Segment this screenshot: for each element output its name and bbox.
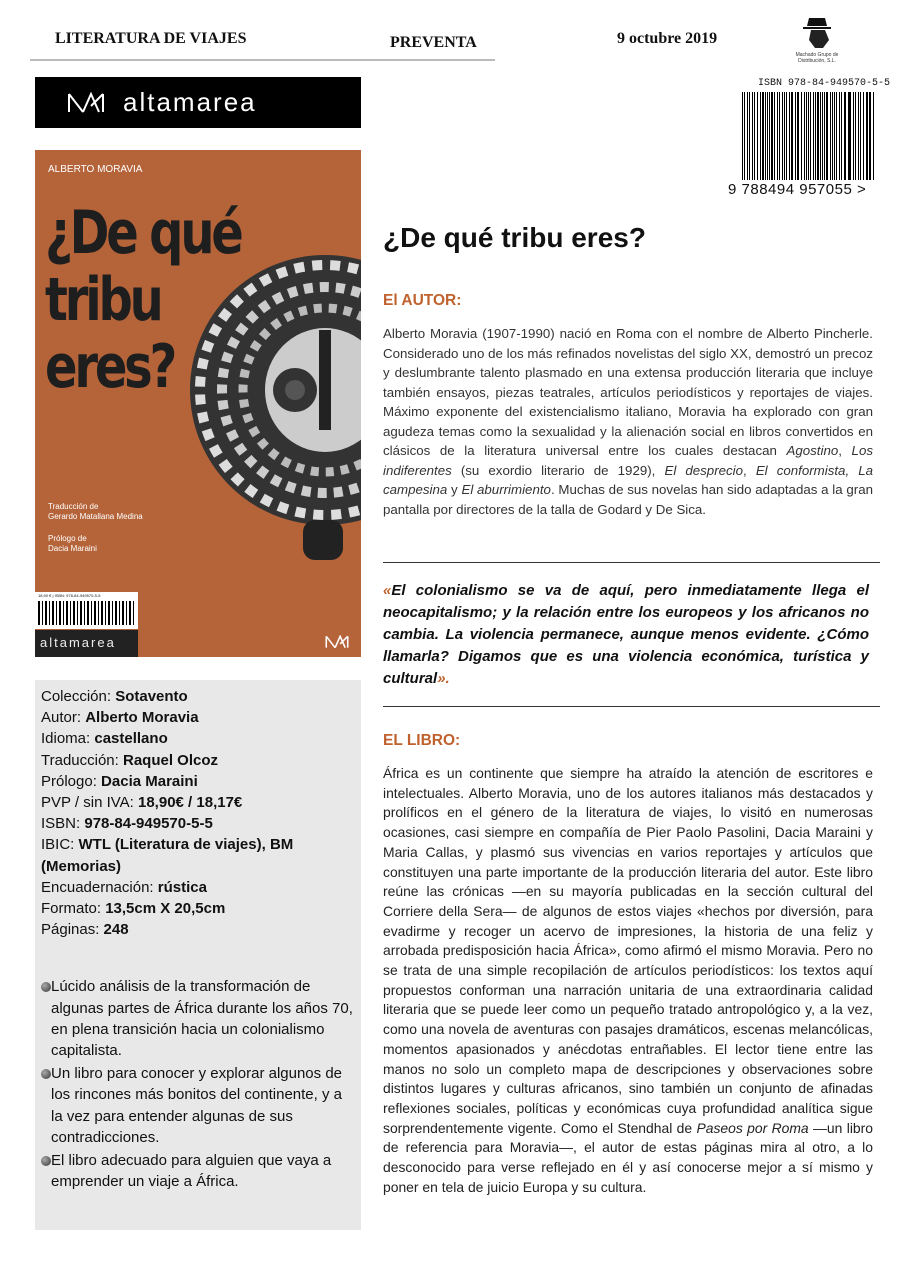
spec-value: rústica [157,878,207,896]
cover-author: ALBERTO MORAVIA [48,164,143,175]
barcode-bar [792,92,793,180]
barcode-bar [744,92,745,180]
quote-text: El colonialismo se va de aquí, pero inmediatamente llega el neocapitalismo; y la relación entre los europeos y los africanos no cambia. La violencia permanece, aunque menos evidente. ¿Cómo llamarla? Digamos que es una violencia económica, turística y cultural [383,582,869,687]
book-quote [383,580,869,690]
book-heading: EL LIBRO: [383,732,461,749]
header-divider [30,59,495,61]
spec-label: Colección: [41,688,116,705]
barcode-bar [784,92,785,180]
date-label: 9 octubre 2019 [617,30,718,47]
cover-mark-icon [325,635,349,649]
barcode-bar [822,92,823,180]
text-segment: (su exordio literario de 1929), [451,462,665,478]
spec-label: Formato: [41,900,106,918]
spec-label: Autor: [41,709,86,727]
book-title-ref: Paseos por Roma [696,1119,809,1136]
barcode-bar [867,92,868,180]
text-segment: —un libro de referencia para Moravia—, el autor de estas páginas mira al otro, a lo desconocido para verse reflejado en él y así conocerse mejor a sí mismo y poner en tela de juicio Europa y su cultura. [383,1119,873,1195]
highlight-text: El libro adecuado para alguien que vaya a emprender un viaje a África. [51,1152,332,1191]
cover-title [45,200,241,401]
spec-label: Páginas: [41,921,104,939]
barcode-bar [815,92,816,180]
barcode-bar [762,92,763,180]
barcode-bar [830,92,831,180]
barcode-bar [779,92,780,180]
text-segment: . Muchas de sus novelas han sido adaptadas a la gran pantalla por directores de la talla de Godard y De Sica. [383,482,873,517]
cover-price-isbn: 18,90 € | ISBN: 978-84-949570-5-5 [38,593,101,598]
barcode-bar [839,92,840,180]
barcode-bar [801,92,802,180]
distributor-logo [782,14,852,64]
spec-label: PVP / sin IVA: [41,794,138,812]
barcode-bar [860,92,861,180]
barcode-bar [853,92,854,180]
cover-title-line: eres? [45,332,175,402]
book-title-ref: El desprecio [664,462,744,478]
barcode-bar [754,92,755,180]
barcode-bar [786,92,787,180]
publisher-name: altamarea [123,87,257,117]
barcode-bar [772,92,773,180]
book-cover [35,150,361,657]
barcode-bar [848,92,849,180]
barcode-bar [752,92,753,180]
cover-title-line: tribu [45,265,161,335]
translator-name: Gerardo Matallana Medina [48,512,143,521]
bullet-icon [41,1156,51,1166]
divider [383,706,880,707]
cover-brand: altamarea [35,630,138,657]
barcode-bar [795,92,796,180]
spec-row [41,813,355,834]
cover-barcode [35,592,138,629]
barcode-bar [858,92,859,180]
altamarea-mark-icon [67,92,105,114]
highlight-item [41,1150,355,1192]
spec-row [41,834,355,876]
isbn-label: ISBN 978-84-949570-5-5 [757,78,890,89]
bullet-icon [41,1069,51,1079]
spec-label: Traducción: [41,751,123,769]
highlight-item [41,976,355,1061]
spec-value: 248 [103,921,129,939]
cover-prologue [48,534,97,554]
highlight-text: Lúcido análisis de la transformación de algunas partes de África durante los años 70, en plena transición hacia un colonialismo capitalista. [51,978,353,1060]
barcode [742,92,875,180]
spec-row [41,898,355,919]
translation-label: Traducción de [48,502,99,511]
spec-label: Prólogo: [41,772,102,790]
spec-row [41,750,355,771]
spec-row [41,728,355,749]
text-segment: y [447,482,462,497]
prologue-author: Dacia Maraini [48,544,97,553]
spec-value: WTL (Literatura de viajes), BM (Memorias) [41,836,294,875]
spec-label: IBIC: [41,836,79,854]
publisher-logo [35,77,361,128]
barcode-bar [855,92,856,180]
barcode-bar [797,92,798,180]
spec-label: ISBN: [41,815,85,833]
barcode-bar [845,92,846,180]
spec-value: 13,5cm X 20,5cm [105,900,226,918]
book-title-ref: Los indiferentes [383,443,873,478]
spec-value: Raquel Olcoz [122,751,219,769]
spec-row [41,686,355,707]
book-title: ¿De qué tribu eres? [383,222,646,253]
text-segment: , [743,462,756,478]
spec-row [41,792,355,813]
hat-man-icon [797,14,837,50]
barcode-bar [818,92,819,180]
barcode-digits: 9 788494 957055 > [728,181,867,198]
quote-close: ». [437,670,450,687]
barcode-bar [777,92,778,180]
spec-row [41,919,355,940]
author-heading: El AUTOR: [383,292,462,309]
book-description [383,764,873,1197]
prologue-label: Prólogo de [48,534,87,543]
spec-value: Sotavento [115,688,188,705]
book-title-ref: El conformista, La campesina [383,462,874,497]
bullet-icon [41,982,51,992]
highlight-item [41,1063,355,1148]
spec-value: 978-84-949570-5-5 [84,815,213,833]
spec-value: Alberto Moravia [85,709,199,727]
category-label: LITERATURA DE VIAJES [55,30,247,47]
spec-row [41,771,355,792]
text-segment: , [838,443,852,458]
text-segment: África es un continente que siempre ha atraído la atención de escritores e intelectuales. Alberto Moravia, uno de los autores italianos más destacados y prolíficos en el género de la literatura de viajes, lo visitó en numerosas ocasiones, casi siempre en compañía de Pier Paolo Pasolini, Dacia Maraini y Maria Callas, y plasmó sus vivencias en varios reportajes y artículos que constituyen una parte importante de la producción literaria del autor. Este libro reúne las crónicas —en su mayoría publicadas en la sección cultural del Corriere della Sera— de algunos de estos viajes «hechos por diversión, para evadirme y recoger un acervo de impresiones, la historia de una feliz y arrobada predisposición hacia África», como afirmó el mismo Moravia. Pero no se trata de una simple recopilación de artículos periodísticos: los textos aquí propuestos conforman una narración unitaria de una extraordinaria calidad literaria que se puede leer como un pequeño tratado antropológico y, a la vez, como una novela de aventuras con pasajes dramáticos, escenas melancólicas, momentos apasionados y anécdotas entrañables. El lector tiene entre las manos no solo un completo mapa de descripciones y observaciones sobre distintos lugares y culturas africanos, sino también un conjunto de afinadas reflexiones sociales, políticas y económicas cuya profundidad analítica sigue sorprendentemente vigente. Como el Stendhal de [383,765,873,1136]
book-title-ref: El aburrimiento [461,482,551,497]
spec-label: Idioma: [41,730,95,748]
highlight-text: Un libro para conocer y explorar algunos de los rincones más bonitos del continente, y a la vez para entender algunas de sus contradicciones. [51,1065,342,1146]
barcode-bar [806,92,807,180]
spec-label: Encuadernación: [41,878,158,896]
cover-title-line: ¿De qué [45,198,241,268]
cover-translation [48,502,143,522]
barcode-bar [808,92,809,180]
highlights-list [41,976,355,1192]
barcode-bar [749,92,750,180]
barcode-bar [866,92,867,180]
book-title-ref: Agostino [786,443,839,458]
book-specs-panel [35,680,361,1230]
spec-value: 18,90€ / 18,17€ [138,794,243,812]
status-label: PREVENTA [390,34,477,51]
barcode-bar [747,92,748,180]
cover-barcode-bars [38,601,135,625]
barcode-bar [826,92,827,180]
distributor-name: Machado Grupo de Distribución, S.L. [795,52,839,64]
quote-open: « [383,582,392,599]
divider [383,562,880,563]
specs-list [41,686,355,940]
author-bio [383,324,873,519]
barcode-bar [742,92,743,180]
spec-row [41,707,355,728]
spec-row [41,877,355,898]
barcode-bar [863,92,864,180]
barcode-bar [760,92,761,180]
barcode-bar [757,92,758,180]
barcode-bar [810,92,811,180]
spec-value: castellano [94,730,168,748]
text-segment: Alberto Moravia (1907-1990) nació en Roma con el nombre de Alberto Pincherle. Considerado uno de los más refinados novelistas del siglo XX, demostró un precoz y deslumbrante talento plasmado en una extensa producción literaria que incluye también ensayos, piezas teatrales, artículos periodísticos y reportajes de viajes. Máximo exponente del existencialismo italiano, Moravia ha explorado con gran agudeza temas como la sexualidad y la alienación social en libros convertidos en clásicos de la literatura universal entre los cuales destacan [383,326,873,458]
barcode-bar [849,92,850,180]
barcode-bar [820,92,821,180]
barcode-bar [774,92,775,180]
spec-value: Dacia Maraini [101,772,198,790]
